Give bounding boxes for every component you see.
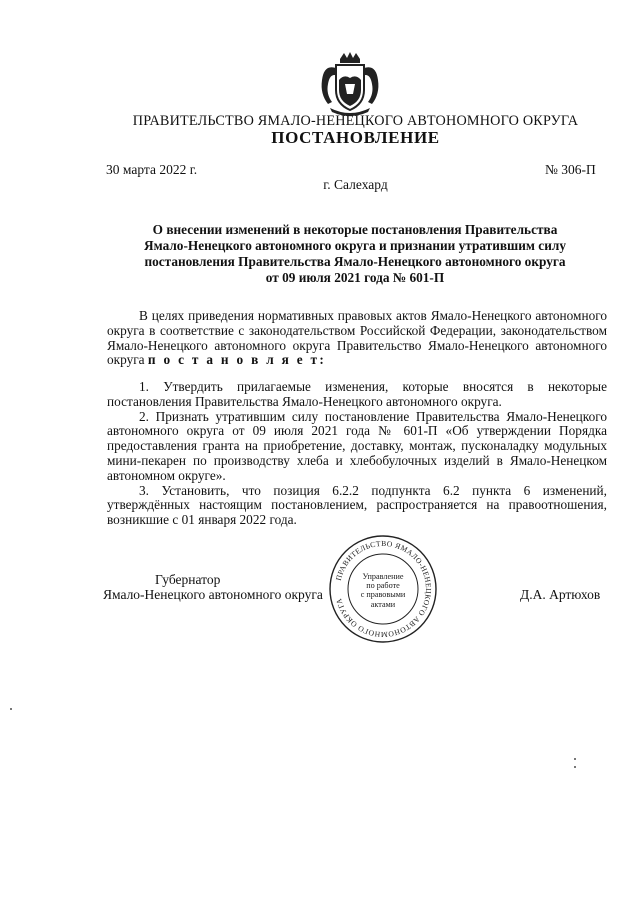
stamp-line: актами — [370, 599, 396, 609]
document-date: 30 марта 2022 г. — [106, 162, 198, 177]
title-line: О внесении изменений в некоторые постановления Правительства — [152, 222, 558, 237]
title-line: постановления Правительства Ямало-Ненецкого автономного округа — [144, 254, 566, 269]
signatory-name: Д.А. Артюхов — [520, 587, 601, 602]
preamble-text: В целях приведения нормативных правовых актов Ямало-Ненецкого автономного округа в соответствие с законодательством Российской Федерации, законодательством Ямало-Ненецкого автономного округа Правительство Ямало-Ненецкого автономного округа — [107, 308, 607, 368]
resolves-word: п о с т а н о в л я е т: — [147, 352, 327, 368]
document-number: № 306-П — [545, 162, 596, 177]
government-name: ПРАВИТЕЛЬСТВО ЯМАЛО-НЕНЕЦКОГО АВТОНОМНОГО ОКРУГА — [132, 113, 579, 129]
stamp-center-text — [343, 572, 423, 609]
list-item: 3. Установить, что позиция 6.2.2 подпункта 6.2 пункта 6 изменений, утверждённых настоящим постановлением, распространяется на правоотношения, возникшие с 01 января 2022 года. — [107, 482, 607, 528]
document-city: г. Салехард — [323, 177, 388, 192]
scan-artifact — [574, 766, 576, 768]
coat-of-arms-emblem — [318, 50, 382, 118]
signatory-position-line1: Губернатор — [155, 572, 221, 587]
scan-artifact — [10, 708, 12, 710]
document-type: ПОСТАНОВЛЕНИЕ — [271, 128, 440, 147]
preamble — [107, 309, 607, 368]
stamp-line: Управление — [362, 572, 404, 581]
document-title — [100, 222, 610, 286]
title-line: от 09 июля 2021 года № 601-П — [265, 270, 445, 285]
list-item: 1. Утвердить прилагаемые изменения, которые вносятся в некоторые постановления Правительства Ямало-Ненецкого автономного округа. — [107, 379, 607, 409]
title-line: Ямало-Ненецкого автономного округа и признании утратившим силу — [144, 238, 566, 253]
scan-artifact — [574, 758, 576, 760]
svg-text:ПРАВИТЕЛЬСТВО ЯМАЛО-НЕНЕЦКОГО: ПРАВИТЕЛЬСТВО ЯМАЛО-НЕНЕЦКОГО АВТОНОМНОГО ОКРУГА — [333, 538, 434, 640]
stamp-line: с правовыми — [360, 590, 406, 600]
list-item: 2. Признать утратившим силу постановление Правительства Ямало-Ненецкого автономного округа от 09 июля 2021 года № 601-П «Об утверждении Порядка предоставления гранта на приобретение, доставку, монтаж, пусконаладку модульных мини-пекарен по производству хлеба и хлебобулочных изделий в Ямало-Ненецком автономном округе». — [107, 408, 607, 483]
items-list — [107, 380, 607, 528]
signatory-position-line2: Ямало-Ненецкого автономного округа — [103, 587, 323, 602]
stamp-line: по работе — [366, 581, 400, 591]
